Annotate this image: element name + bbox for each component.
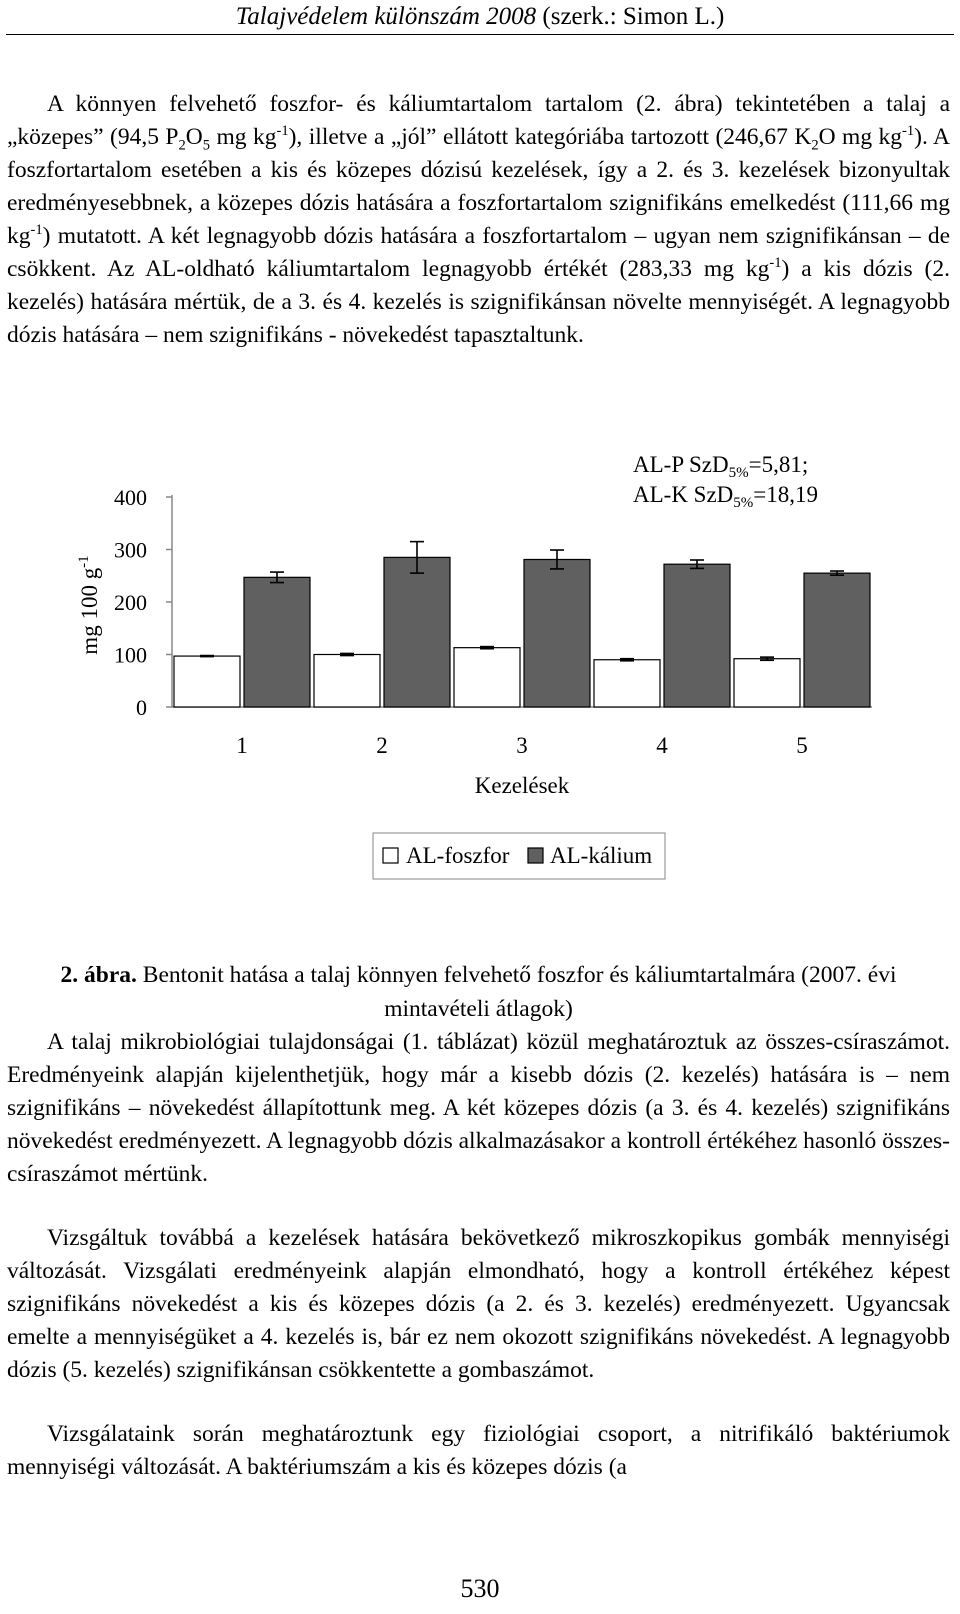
p1-text-1: A könnyen felvehető foszfor- és káliumtartalom tartalom (2. ábra) tekintetében a talaj a „közepes” (94,5 P (7, 91, 950, 150)
legend (373, 833, 665, 879)
p1-text-3: mg kg (210, 124, 277, 150)
p1-sup-3: -1 (30, 222, 43, 239)
legend-swatch-phosphorus (383, 848, 398, 863)
x-tick-label: 1 (236, 733, 248, 758)
paragraph-nutrients (7, 88, 950, 352)
p1-text-6: ). A foszfortartalom esetében a kis és közepes dózisú kezelések, így a 2. és 3. kezelések bizonyultak eredményesebbnek, a közepes dózis hatására a foszfortartalom szignifikáns emelkedést (111,66 mg kg (7, 124, 950, 249)
paragraph-microbes: A talaj mikrobiológiai tulajdonságai (1. táblázat) közül meghatároztuk az összes-csíraszámot. Eredményeink alapján kijelenthetjük, hogy már a kisebb dózis (2. kezelés) hatására is – nem szignifikáns – növekedést állapítottunk meg. A két közepes dózis (a 3. és 4. kezelés) szignifikáns növekedést eredményezett. A legnagyobb dózis alkalmazásakor a kontroll értékéhez hasonló összes-csíraszámot mértünk. (7, 1029, 950, 1187)
caption-label: 2. ábra. (60, 962, 137, 988)
y-tick-label: 200 (114, 590, 147, 615)
p1-sup-4: -1 (769, 255, 782, 272)
bar-phosphorus (454, 648, 520, 707)
p1-sub-2: 5 (202, 137, 211, 154)
x-axis-title: Kezelések (474, 773, 570, 798)
bar-potassium (244, 577, 310, 707)
bar-potassium (524, 559, 590, 707)
bar-potassium (664, 564, 730, 707)
p1-text-7: ) mutatott. A két legnagyobb dózis hatására a foszfortartalom – ugyan nem szignifikánsan – de csökkent. Az AL-oldható káliumtartalom legnagyobb értékét (283,33 mg kg (7, 223, 950, 282)
bar-phosphorus (594, 660, 660, 707)
bar-potassium (384, 557, 450, 707)
p1-text-5: O mg kg (818, 124, 903, 150)
x-tick-label: 4 (656, 733, 668, 758)
header-rule (6, 34, 954, 35)
bar-chart (0, 455, 960, 915)
legend-label-phosphorus: AL-foszfor (406, 843, 510, 868)
caption-text: Bentonit hatása a talaj könnyen felvehető foszfor és káliumtartalmára (2007. évi mintavételi átlagok) (136, 962, 897, 1022)
p1-sup-1: -1 (276, 123, 289, 140)
y-axis-label: mg 100 $g^{-1}$ (76, 555, 102, 655)
bar-phosphorus (314, 655, 380, 708)
p1-sub-1: 2 (178, 137, 186, 154)
x-ticks (236, 733, 808, 758)
paragraph-nitrifiers: Vizsgálataink során meghatároztunk egy fiziológiai csoport, a nitrifikáló baktériumok mennyiségi változását. A baktériumszám a kis és közepes dózis (a (7, 1421, 950, 1480)
figure-caption (7, 958, 950, 1026)
legend-swatch-potassium (528, 848, 543, 863)
x-tick-label: 5 (796, 733, 808, 758)
y-ticks (114, 485, 172, 720)
p1-sub-3: 2 (811, 137, 819, 154)
szd-annotation-p: AL-P SzD$_{5\%}$=5,81; (633, 455, 809, 481)
editor-note: (szerk.: Simon L.) (542, 3, 725, 30)
szd-annotation-k: AL-K SzD$_{5\%}$=18,19 (633, 482, 819, 511)
page-number: 530 (460, 1574, 500, 1603)
running-header (0, 2, 960, 32)
p1-sup-2: -1 (902, 123, 915, 140)
y-tick-label: 400 (114, 485, 147, 510)
bar-phosphorus (174, 656, 240, 707)
p1-text-2: O (185, 124, 203, 150)
y-tick-label: 100 (114, 642, 147, 668)
x-tick-label: 3 (516, 733, 528, 758)
bar-phosphorus (734, 659, 800, 707)
bar-potassium (804, 573, 870, 707)
journal-title: Talajvédelem különszám 2008 (235, 3, 537, 30)
legend-label-potassium: AL-kálium (550, 843, 653, 868)
p1-text-4: ), illetve a „jól” ellátott kategóriába tartozott (246,67 K (288, 124, 812, 150)
p1-text-8: ) a kis dózis (2. kezelés) hatására mértük, de a 3. és 4. kezelés is szignifikánsan növelte mennyiségét. A legnagyobb dózis hatására – nem szignifikáns - növekedést tapasztaltunk. (7, 256, 950, 348)
x-tick-label: 2 (376, 733, 388, 758)
y-tick-label: 300 (114, 537, 147, 563)
paragraph-fungi: Vizsgáltuk továbbá a kezelések hatására bekövetkező mikroszkopikus gombák mennyiségi változását. Vizsgálati eredményeink alapján elmondható, hogy a kontroll értékéhez képest szignifikáns növekedést a kis és közepes dózis (a 2. és 3. kezelés) eredményezett. Ugyancsak emelte a mennyiségüket a 4. kezelés is, bár ez nem okozott szignifikáns növekedést. A legnagyobb dózis (5. kezelés) szignifikánsan csökkentette a gombaszámot. (7, 1225, 950, 1383)
bars (174, 542, 870, 707)
y-tick-label: 0 (136, 695, 147, 720)
